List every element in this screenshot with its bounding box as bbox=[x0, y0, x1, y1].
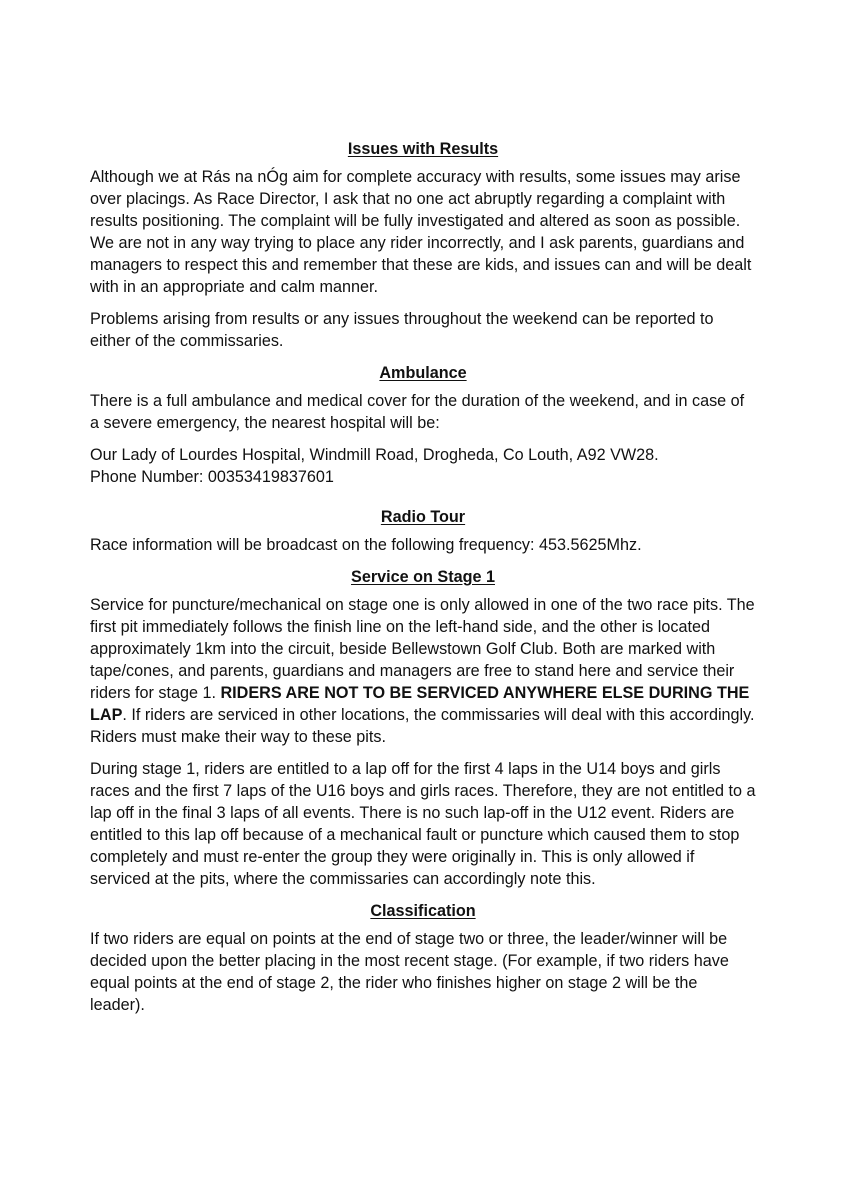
document-page bbox=[90, 138, 756, 1026]
section-radio-tour bbox=[90, 506, 756, 556]
heading-classification: Classification bbox=[370, 902, 476, 920]
heading-ambulance: Ambulance bbox=[379, 364, 467, 382]
spacer bbox=[90, 488, 756, 506]
service-text-end: . If riders are serviced in other locations, the commissaries will deal with this accordingly. Riders must make their way to these pits. bbox=[90, 706, 755, 746]
service-text-start: Service for puncture/mechanical on stage one is only allowed in one of the two race pits. The first pit immediately follows the finish line on the left-hand side, and the other is located approximately 1km into the circuit, beside Bellewstown Golf Club. Both are marked with tape/cones, and parents, guardians and managers are free to stand here and service their riders for stage 1. bbox=[90, 596, 755, 702]
heading-service-stage-1: Service on Stage 1 bbox=[351, 568, 495, 586]
ambulance-paragraph-1: There is a full ambulance and medical cover for the duration of the weekend, and in case of a severe emergency, the nearest hospital will be: bbox=[90, 392, 745, 432]
service-paragraph-2: During stage 1, riders are entitled to a lap off for the first 4 laps in the U14 boys and girls races and the first 7 laps of the U16 boys and girls races. Therefore, they are not entitled to a lap off in the final 3 laps of all events. There is no such lap-off in the U12 event. Riders are entitled to this lap off because of a mechanical fault or puncture which caused them to stop completely and must re-enter the group they were originally in. This is only allowed if serviced at the pits, where the commissaries can accordingly note this. bbox=[90, 760, 756, 888]
classification-paragraph-1: If two riders are equal on points at the end of stage two or three, the leader/winner will be decided upon the better placing in the most recent stage. (For example, if two riders have equal points at the end of stage 2, the rider who finishes higher on stage 2 will be the leader). bbox=[90, 930, 729, 1014]
section-classification bbox=[90, 900, 756, 1016]
heading-issues-with-results: Issues with Results bbox=[347, 140, 499, 158]
section-issues-with-results bbox=[90, 138, 756, 352]
heading-radio-tour: Radio Tour bbox=[380, 508, 466, 526]
section-ambulance bbox=[90, 362, 756, 488]
hospital-address: Our Lady of Lourdes Hospital, Windmill Road, Drogheda, Co Louth, A92 VW28. bbox=[90, 446, 659, 464]
results-paragraph-2: Problems arising from results or any issues throughout the weekend can be reported to either of the commissaries. bbox=[90, 310, 714, 350]
ambulance-address-block bbox=[90, 444, 756, 488]
radio-paragraph-1: Race information will be broadcast on the following frequency: 453.5625Mhz. bbox=[90, 536, 642, 554]
service-paragraph-1 bbox=[90, 594, 756, 748]
hospital-phone: Phone Number: 00353419837601 bbox=[90, 468, 334, 486]
results-paragraph-1: Although we at Rás na nÓg aim for complete accuracy with results, some issues may arise over placings. As Race Director, I ask that no one act abruptly regarding a complaint with results positioning. The complaint will be fully investigated and altered as soon as possible. We are not in any way trying to place any rider incorrectly, and I ask parents, guardians and managers to respect this and remember that these are kids, and issues can and will be dealt with in an appropriate and calm manner. bbox=[90, 168, 752, 296]
section-service-stage-1 bbox=[90, 566, 756, 890]
service-warning-bold: RIDERS ARE NOT TO BE SERVICED ANYWHERE ELSE DURING THE LAP bbox=[90, 684, 750, 724]
